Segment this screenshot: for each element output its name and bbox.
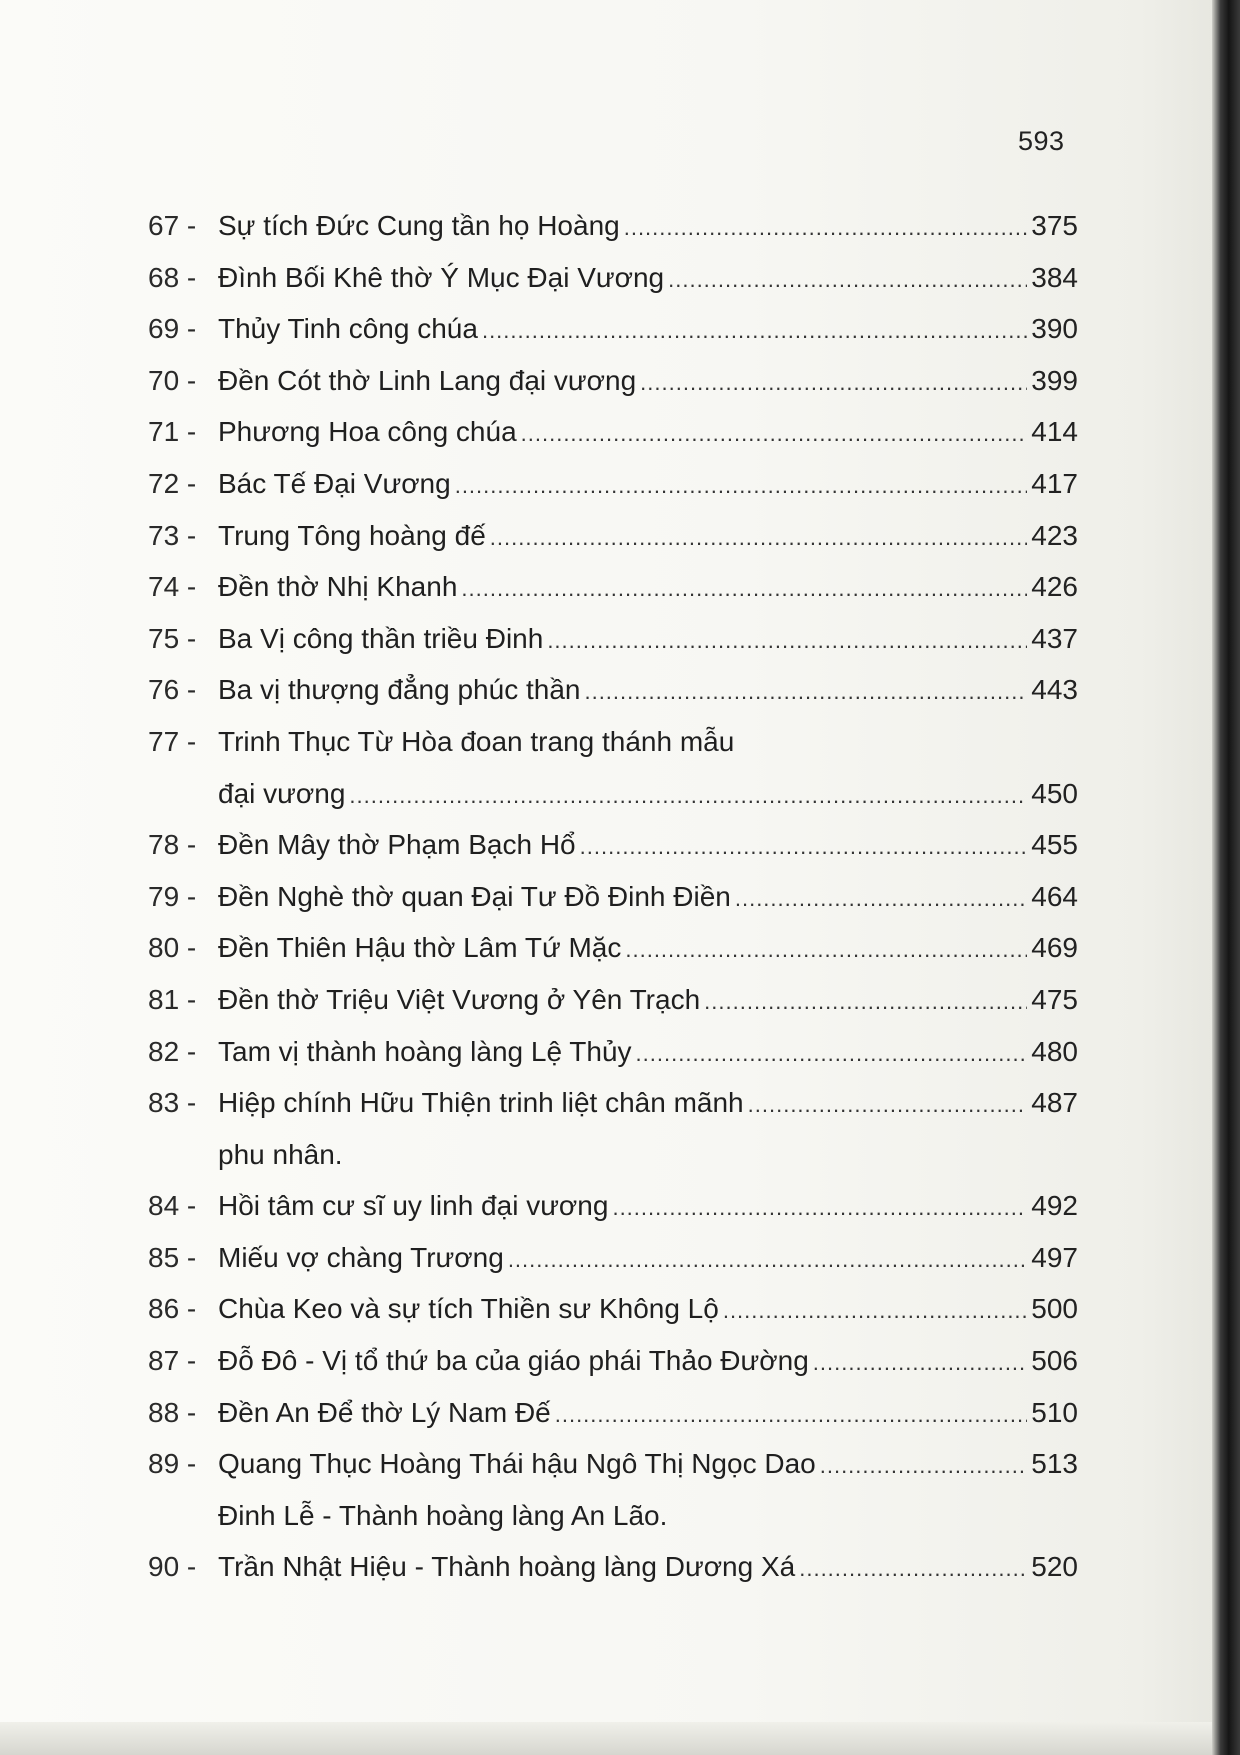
dot-leader: [799, 1543, 1027, 1595]
dot-leader: [521, 408, 1028, 460]
toc-entry: [148, 768, 1078, 820]
toc-entry: [148, 1129, 1078, 1181]
dot-leader: [820, 1440, 1028, 1492]
toc-entry-title: Đền Thiên Hậu thờ Lâm Tứ Mặc: [218, 932, 622, 964]
toc-entry-title: Hồi tâm cư sĩ uy linh đại vương: [218, 1190, 609, 1222]
dot-leader: [482, 305, 1027, 357]
toc-entry-page: 464: [1031, 880, 1078, 912]
toc-entry-title: Đền Mây thờ Phạm Bạch Hổ: [218, 829, 576, 861]
dot-leader: [748, 1079, 1028, 1131]
dot-leader: [580, 821, 1028, 873]
toc-entry-title: Ba Vị công thần triều Đinh: [218, 622, 544, 654]
book-spine-edge: [1212, 0, 1240, 1755]
toc-entry-page: 510: [1031, 1396, 1078, 1428]
toc-entry: [148, 716, 1078, 768]
toc-entry-number: 82 -: [148, 1035, 197, 1067]
toc-entry-title: Tam vị thành hoàng làng Lệ Thủy: [218, 1035, 632, 1067]
toc-entry-page: 513: [1031, 1448, 1078, 1480]
toc-entry-page: 475: [1031, 983, 1078, 1015]
dot-leader: [624, 202, 1028, 254]
toc-entry: [148, 922, 1078, 974]
toc-entry-number: 85 -: [148, 1241, 197, 1273]
toc-entry-page: 417: [1031, 467, 1078, 499]
toc-entry-title: Thủy Tinh công chúa: [218, 313, 478, 345]
toc-entry: [148, 1387, 1078, 1439]
dot-leader: [704, 976, 1027, 1028]
toc-entry: [148, 252, 1078, 304]
page-bottom-edge: [0, 1722, 1212, 1755]
toc-entry-number: 71 -: [148, 416, 197, 448]
dot-leader: [612, 1182, 1027, 1234]
toc-entry-title: Đình Bối Khê thờ Ý Mục Đại Vương: [218, 261, 665, 293]
toc-entry-page: 492: [1031, 1190, 1078, 1222]
toc-entry-title: Bác Tế Đại Vương: [218, 467, 451, 499]
dot-leader: [455, 460, 1028, 512]
toc-entry-page: 375: [1031, 210, 1078, 241]
toc-entry-page: 390: [1031, 313, 1078, 345]
toc-entry-page: 423: [1031, 519, 1078, 551]
toc-entry-page: 455: [1031, 829, 1078, 861]
toc-entry: [148, 1335, 1078, 1387]
toc-entry-number: 72 -: [148, 467, 197, 499]
toc-entry-title: Đinh Lễ - Thành hoàng làng An Lão.: [218, 1499, 668, 1531]
toc-entry-page: 500: [1031, 1293, 1078, 1325]
dot-leader: [735, 873, 1027, 925]
toc-entry: [148, 1077, 1078, 1129]
toc-entry: [148, 561, 1078, 613]
toc-entry: [148, 1438, 1078, 1490]
toc-entry-number: 77 -: [148, 725, 197, 757]
toc-entry-page: 443: [1031, 674, 1078, 706]
toc-entry: [148, 510, 1078, 562]
toc-entry: [148, 1026, 1078, 1078]
toc-entry-title: Ba vị thượng đẳng phúc thần: [218, 674, 581, 706]
dot-leader: [584, 666, 1027, 718]
toc-entry-number: 76 -: [148, 674, 197, 706]
toc-entry: [148, 664, 1078, 716]
toc-entry: [148, 303, 1078, 355]
toc-entry-number: 74 -: [148, 571, 197, 603]
toc-entry-page: 384: [1031, 261, 1078, 293]
toc-entry-page: 480: [1031, 1035, 1078, 1067]
toc-entry-number: 81 -: [148, 983, 197, 1015]
toc-entry-page: 520: [1031, 1551, 1078, 1583]
toc-entry-title: Trần Nhật Hiệu - Thành hoàng làng Dương Xá: [218, 1551, 796, 1583]
dot-leader: [723, 1285, 1027, 1337]
dot-leader: [349, 770, 1027, 822]
toc-entry-number: 68 -: [148, 261, 197, 293]
toc-entry-page: 399: [1031, 364, 1078, 396]
toc-entry-number: 73 -: [148, 519, 197, 551]
toc-entry-number: 78 -: [148, 829, 197, 861]
toc-entry-title: Quang Thục Hoàng Thái hậu Ngô Thị Ngọc Dao: [218, 1448, 816, 1480]
toc-entry-title: Đỗ Đô - Vị tổ thứ ba của giáo phái Thảo Đường: [218, 1345, 809, 1377]
dot-leader: [636, 1028, 1028, 1080]
toc-entry-page: 469: [1031, 932, 1078, 964]
toc-entry-number: 90 -: [148, 1551, 197, 1583]
toc-entry: [148, 613, 1078, 665]
toc-entry-title: Đền An Để thờ Lý Nam Đế: [218, 1396, 551, 1428]
dot-leader: [668, 254, 1027, 306]
toc-entry-number: 75 -: [148, 622, 197, 654]
toc-entry-number: 79 -: [148, 880, 197, 912]
toc-entry-number: 70 -: [148, 364, 197, 396]
toc-entry-number: 84 -: [148, 1190, 197, 1222]
toc-entry-title: Miếu vợ chàng Trương: [218, 1241, 504, 1273]
toc-entry-number: 83 -: [148, 1087, 197, 1119]
toc-entry-page: 487: [1031, 1087, 1078, 1119]
toc-entry: [148, 871, 1078, 923]
toc-entry-number: 80 -: [148, 932, 197, 964]
toc-entry: [148, 200, 1078, 252]
toc-entry-number: 86 -: [148, 1293, 197, 1325]
page-number: 593: [1018, 126, 1065, 156]
dot-leader: [555, 1389, 1028, 1441]
dot-leader: [490, 512, 1028, 564]
dot-leader: [547, 615, 1027, 667]
dot-leader: [813, 1337, 1028, 1389]
toc-entry-title: Đền Cót thờ Linh Lang đại vương: [218, 364, 637, 396]
toc-entry-title: Đền thờ Triệu Việt Vương ở Yên Trạch: [218, 983, 701, 1015]
dot-leader: [625, 924, 1027, 976]
toc-entry-page: 497: [1031, 1241, 1078, 1273]
toc-entry-page: 437: [1031, 622, 1078, 654]
toc-entry: [148, 355, 1078, 407]
toc-entry-title: Phương Hoa công chúa: [218, 416, 517, 448]
toc-entry: [148, 1283, 1078, 1335]
toc-entry: [148, 974, 1078, 1026]
toc-entry: [148, 406, 1078, 458]
toc-entry-title: Trung Tông hoàng đế: [218, 519, 486, 551]
toc-entry-title: Hiệp chính Hữu Thiện trinh liệt chân mãnh: [218, 1087, 744, 1119]
toc-entry: [148, 1541, 1078, 1593]
toc-entry-page: 414: [1031, 416, 1078, 448]
toc-entry: [148, 819, 1078, 871]
toc-entry-title: Đền Nghè thờ quan Đại Tư Đồ Đinh Điền: [218, 880, 731, 912]
dot-leader: [461, 563, 1027, 615]
toc-entry: [148, 458, 1078, 510]
toc-entry-page: 506: [1031, 1345, 1078, 1377]
dot-leader: [508, 1234, 1027, 1286]
toc-entry-number: 88 -: [148, 1396, 197, 1428]
toc-entry-number: 87 -: [148, 1345, 197, 1377]
toc-entry-number: 69 -: [148, 313, 197, 345]
toc-entry-title: Chùa Keo và sự tích Thiền sư Không Lộ: [218, 1293, 719, 1325]
toc-entry: [148, 1490, 1078, 1542]
toc-entry-page: 450: [1031, 777, 1078, 809]
toc-entry-title: Đền thờ Nhị Khanh: [218, 571, 458, 603]
toc-entry-title: Sự tích Đức Cung tần họ Hoàng: [218, 210, 620, 241]
toc-entry: [148, 1180, 1078, 1232]
toc-entry-number: 89 -: [148, 1448, 197, 1480]
toc-entry-title: Trinh Thục Từ Hòa đoan trang thánh mẫu: [218, 725, 735, 757]
toc-entry-title: đại vương: [218, 777, 346, 809]
toc-entry-page: 426: [1031, 571, 1078, 603]
dot-leader: [640, 357, 1027, 409]
toc-entry: [148, 1232, 1078, 1284]
toc-entry-title: phu nhân.: [218, 1138, 343, 1170]
toc-entry-number: 67 -: [148, 210, 197, 241]
table-of-contents: [148, 200, 1078, 1593]
